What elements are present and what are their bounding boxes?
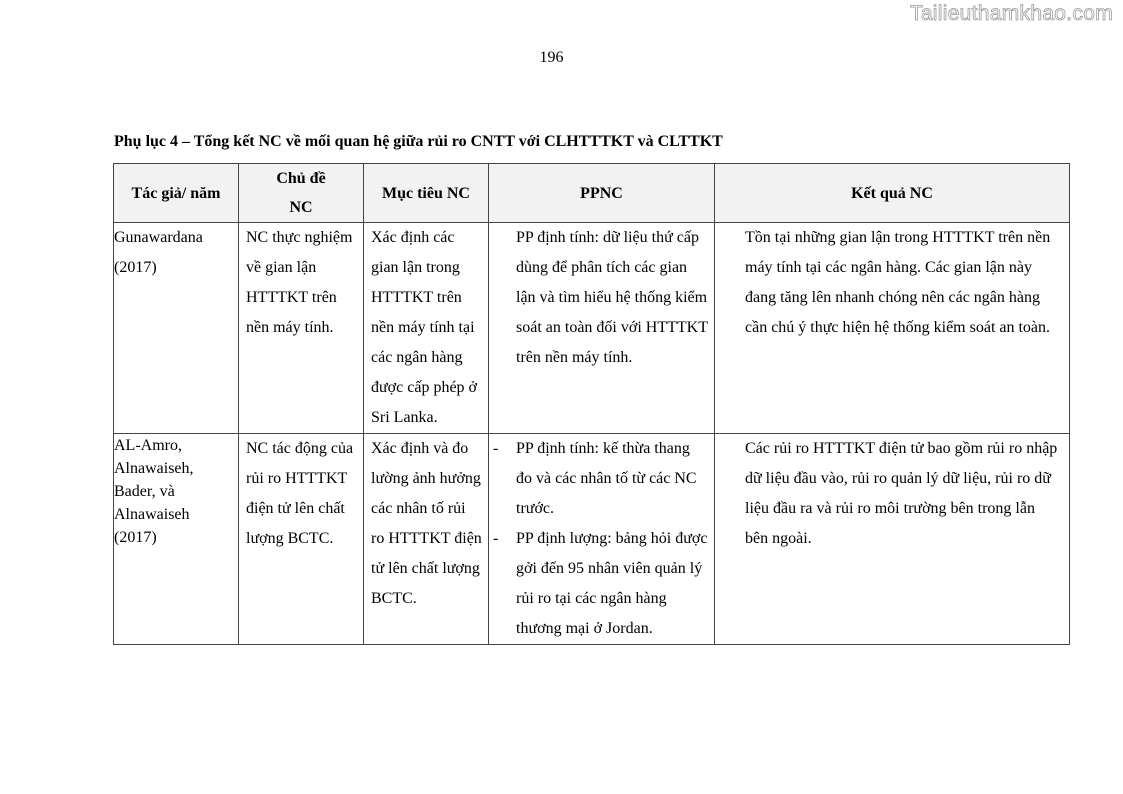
topic-cell [239, 434, 364, 645]
watermark: Tailieuthamkhao.com [910, 2, 1113, 25]
author-line: Alnawaiseh [114, 506, 190, 523]
method-text: PP định tính: kế thừa thang đo và các nhân tố từ các NC trước. [516, 440, 697, 517]
result-text: Tồn tại những gian lận trong HTTTKT trên nền máy tính tại các ngân hàng. Các gian lận này đang tăng lên nhanh chóng nên các ngân hàng cần chú ý thực hiện hệ thống kiểm soát an toàn. [745, 229, 1051, 336]
method-text: PP định lượng: bảng hỏi được gởi đến 95 nhân viên quản lý rủi ro tại các ngân hàng thương mại ở Jordan. [516, 530, 708, 637]
table-header-row [114, 164, 1070, 223]
method-item [493, 434, 708, 524]
method-text: PP định tính: dữ liệu thứ cấp dùng để phân tích các gian lận và tìm hiểu hệ thống kiểm soát an toàn đối với HTTTKT trên nền máy tính. [516, 229, 708, 366]
method-dash: - [493, 440, 499, 457]
summary-table [113, 163, 1070, 645]
result-cell [715, 223, 1070, 434]
topic-cell [239, 223, 364, 434]
topic-text: NC thực nghiệm về gian lận HTTTKT trên nền máy tính. [246, 229, 353, 336]
goal-text: Xác định và đo lường ảnh hưởng các nhân tố rủi ro HTTTKT điện tử lên chất lượng BCTC. [371, 440, 482, 607]
author-line: Alnawaiseh, [114, 460, 194, 477]
method-item [516, 223, 708, 373]
author-cell [114, 223, 239, 434]
goal-cell [364, 223, 489, 434]
header-author: Tác giả/ năm [114, 164, 239, 223]
goal-cell [364, 434, 489, 645]
header-result: Kết quả NC [715, 164, 1070, 223]
author-line: (2017) [114, 259, 157, 276]
method-dash: - [493, 530, 499, 547]
result-text: Các rủi ro HTTTKT điện tử bao gồm rủi ro nhập dữ liệu đầu vào, rủi ro quản lý dữ liệu, rủi ro dữ liệu đầu ra và rủi ro môi trường bên trong lẫn bên ngoài. [745, 440, 1058, 547]
page-number: 196 [539, 49, 564, 66]
table-row [114, 223, 1070, 434]
goal-text: Xác định các gian lận trong HTTTKT trên nền máy tính tại các ngân hàng được cấp phép ở Sri Lanka. [371, 229, 477, 426]
header-topic-line1: Chủ đề [276, 170, 326, 187]
author-line: AL-Amro, [114, 437, 182, 454]
result-cell [715, 434, 1070, 645]
header-topic [239, 164, 364, 223]
method-item [493, 524, 708, 644]
header-topic-line2: NC [289, 199, 313, 216]
author-cell [114, 434, 239, 645]
header-goal: Mục tiêu NC [364, 164, 489, 223]
appendix-title: Phụ lục 4 – Tổng kết NC về mối quan hệ giữa rủi ro CNTT với CLHTTTKT và CLTTKT [114, 133, 723, 150]
author-line: Gunawardana [114, 229, 203, 246]
header-method: PPNC [489, 164, 715, 223]
author-line: (2017) [114, 529, 157, 546]
author-line: Bader, và [114, 483, 175, 500]
method-cell [489, 434, 715, 645]
table-row [114, 434, 1070, 645]
topic-text: NC tác động của rủi ro HTTTKT điện tử lên chất lượng BCTC. [246, 440, 354, 547]
method-cell [489, 223, 715, 434]
